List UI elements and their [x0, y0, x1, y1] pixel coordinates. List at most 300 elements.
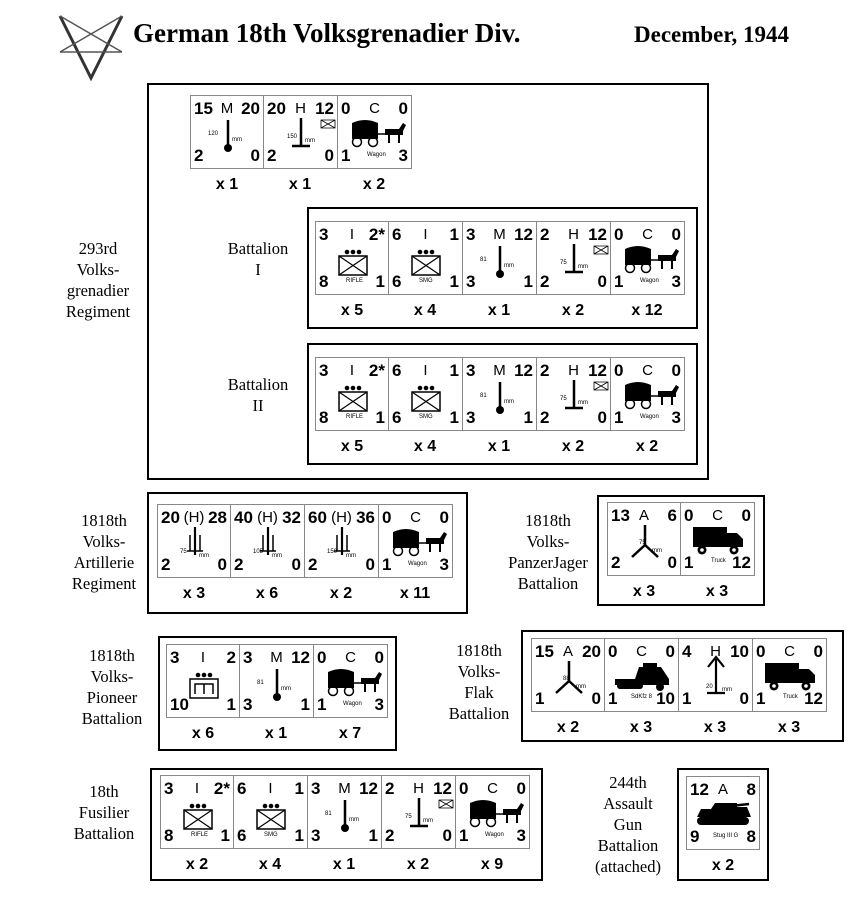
label-line: Battalion [517, 574, 579, 593]
label-line: 244th [609, 773, 647, 792]
counter-value-bl: 6 [237, 826, 247, 845]
counter-value-br: 3 [374, 695, 384, 714]
label-line: 293rd [78, 239, 118, 258]
label-line: Volks- [457, 662, 501, 681]
counter-value-tm: I [200, 649, 206, 666]
counter-value-bl: 1 [341, 146, 351, 165]
counter-value-tm: (H) [257, 509, 278, 526]
counter-caption: mm [232, 137, 242, 143]
label-line: Volks- [526, 532, 570, 551]
artillery-strip [157, 504, 453, 602]
label-line: Fusilier [78, 803, 130, 822]
assault-label [580, 772, 676, 877]
counter-value-bl: 1 [684, 553, 694, 572]
counter-caption: mm [346, 553, 356, 559]
counter-caption: 81 [480, 393, 487, 399]
unit-counter [166, 644, 240, 742]
unit-counter [463, 357, 537, 455]
counter-caption: mm [272, 553, 282, 559]
counter-value-bl: 2 [540, 408, 550, 427]
counter-value-bl: 1 [682, 689, 692, 708]
regiment-hq-strip [190, 95, 412, 193]
counter-caption: Wagon [640, 414, 659, 420]
counter-caption: RIFLE [346, 278, 364, 284]
unit-quantity: x 2 [561, 438, 585, 455]
unit-counter [234, 775, 308, 873]
unit-quantity: x 9 [480, 856, 504, 873]
counter-value-br: 3 [671, 272, 681, 291]
counter-value-bl: 2 [161, 555, 171, 574]
unit-counter [686, 776, 760, 874]
counter-value-tl: 3 [243, 648, 253, 667]
counter-value-tr: 0 [374, 648, 384, 667]
counter-value-tl: 0 [317, 648, 327, 667]
unit-counter [611, 221, 685, 319]
unit-quantity: x 3 [182, 585, 206, 602]
label-line: Battalion [227, 375, 289, 394]
counter-value-bl: 8 [319, 272, 329, 291]
counter-caption: Wagon [408, 561, 427, 567]
counter-value-tm: M [493, 226, 506, 243]
counter-value-tm: C [369, 100, 380, 117]
counter-caption: mm [199, 553, 209, 559]
counter-value-br: 1 [368, 826, 378, 845]
counter-value-tr: 32 [282, 508, 301, 527]
unit-quantity: x 1 [487, 302, 511, 319]
counter-caption: mm [281, 686, 291, 692]
battalion-2-strip [315, 357, 685, 455]
counter-value-br: 3 [671, 408, 681, 427]
counter-value-bl: 3 [311, 826, 321, 845]
battalion-1-strip [315, 221, 685, 319]
unit-counter [315, 357, 389, 455]
counter-caption: mm [504, 399, 514, 405]
counter-value-tl: 0 [608, 642, 618, 661]
counter-caption: RIFLE [191, 832, 209, 838]
label-line: Assault [603, 794, 653, 813]
counter-value-bl: 1 [614, 272, 624, 291]
counter-caption: Truck [783, 694, 798, 700]
counter-value-tl: 15 [535, 642, 554, 661]
counter-value-tm: H [568, 362, 579, 379]
counter-value-tl: 2 [540, 225, 550, 244]
counter-value-tr: 2 [226, 648, 236, 667]
counter-value-tr: 2* [368, 361, 385, 380]
counter-caption: mm [578, 264, 588, 270]
label-line: 18th [89, 782, 119, 801]
label-line: 1818th [456, 641, 502, 660]
counter-value-tm: C [487, 780, 498, 797]
label-line: II [252, 396, 264, 415]
counter-value-br: 3 [439, 555, 449, 574]
counter-value-tr: 0 [671, 225, 681, 244]
unit-quantity: x 6 [191, 725, 215, 742]
counter-value-tl: 60 [308, 508, 327, 527]
counter-value-tl: 4 [682, 642, 692, 661]
counter-value-tm: C [642, 362, 653, 379]
unit-quantity: x 4 [413, 302, 437, 319]
unit-counter [605, 638, 679, 736]
counter-value-tr: 0 [665, 642, 675, 661]
counter-value-tr: 12 [291, 648, 310, 667]
counter-caption: 75 [560, 396, 567, 402]
counter-value-tl: 20 [161, 508, 180, 527]
counter-value-tl: 2 [385, 779, 395, 798]
counter-value-br: 0 [365, 555, 375, 574]
counter-value-bl: 2 [540, 272, 550, 291]
counter-value-tm: A [638, 507, 649, 524]
counter-value-br: 1 [523, 408, 533, 427]
counter-value-tm: I [349, 226, 355, 243]
unit-counter [264, 95, 338, 193]
unit-counter [679, 638, 753, 736]
unit-quantity: x 1 [487, 438, 511, 455]
counter-caption: 75 [639, 540, 646, 546]
unit-quantity: x 2 [561, 302, 585, 319]
counter-value-tl: 2 [540, 361, 550, 380]
counter-caption: SMG [419, 278, 433, 284]
counter-value-tm: M [220, 100, 234, 117]
counter-value-bl: 8 [164, 826, 174, 845]
counter-caption: 20 [706, 684, 713, 690]
unit-quantity: x 2 [362, 176, 386, 193]
counter-value-tm: H [710, 643, 721, 660]
counter-value-bl: 8 [319, 408, 329, 427]
counter-value-tl: 3 [466, 225, 476, 244]
label-line: Volks- [82, 532, 126, 551]
label-line: Artillerie [73, 553, 135, 572]
label-line: Volks- [90, 667, 134, 686]
battalion-1-label [218, 238, 298, 280]
counter-value-tm: C [345, 649, 356, 666]
fusilier-label [60, 781, 148, 844]
counter-value-br: 0 [442, 826, 452, 845]
counter-value-tm: M [493, 362, 506, 379]
counter-value-bl: 1 [608, 689, 618, 708]
counter-value-tm: H [295, 100, 306, 117]
label-line: (attached) [595, 857, 661, 876]
counter-value-tl: 3 [164, 779, 174, 798]
counter-value-tl: 3 [466, 361, 476, 380]
unit-quantity: x 3 [629, 719, 653, 736]
counter-value-br: 12 [804, 689, 823, 708]
counter-value-br: 0 [324, 146, 334, 165]
counter-value-tl: 15 [194, 99, 213, 118]
counter-value-tl: 6 [392, 361, 402, 380]
counter-caption: 81 [257, 680, 264, 686]
counter-value-br: 0 [597, 272, 607, 291]
label-line: Volks- [76, 260, 120, 279]
unit-quantity: x 6 [255, 585, 279, 602]
unit-quantity: x 2 [185, 856, 209, 873]
unit-counter [531, 638, 605, 736]
counter-value-br: 1 [375, 272, 385, 291]
counter-value-tr: 0 [741, 506, 751, 525]
counter-caption: 75 [180, 549, 187, 555]
unit-counter [379, 504, 453, 602]
counter-value-bl: 1 [535, 689, 545, 708]
counter-value-bl: 6 [392, 272, 402, 291]
battalion-2-label [218, 374, 298, 416]
counter-value-bl: 1 [317, 695, 327, 714]
counter-value-tm: I [349, 362, 355, 379]
unit-counter [190, 95, 264, 193]
counter-value-bl: 3 [243, 695, 253, 714]
counter-value-tl: 0 [341, 99, 351, 118]
unit-counter [753, 638, 827, 736]
counter-value-bl: 3 [466, 408, 476, 427]
counter-value-tr: 12 [588, 361, 607, 380]
unit-counter [611, 357, 685, 455]
counter-caption: mm [576, 684, 586, 690]
counter-caption: 81 [480, 257, 487, 263]
pioneer-strip [166, 644, 388, 742]
counter-value-br: 1 [523, 272, 533, 291]
counter-value-br: 0 [217, 555, 227, 574]
counter-value-br: 8 [746, 827, 756, 846]
counter-value-br: 0 [250, 146, 260, 165]
counter-value-tl: 0 [614, 361, 624, 380]
counter-caption: mm [578, 400, 588, 406]
counter-caption: mm [349, 817, 359, 823]
panzerjager-label [500, 510, 596, 594]
panzerjager-strip [607, 502, 755, 600]
counter-value-tm: H [413, 780, 424, 797]
unit-counter [456, 775, 530, 873]
counter-value-tm: C [410, 509, 421, 526]
counter-caption: RIFLE [346, 414, 364, 420]
counter-value-tr: 12 [315, 99, 334, 118]
label-line: Battalion [448, 704, 510, 723]
pioneer-label [68, 645, 156, 729]
counter-caption: Stug III G [713, 833, 739, 839]
counter-caption: SdKfz 8 [631, 694, 653, 700]
counter-caption: Wagon [367, 152, 386, 158]
counter-caption: mm [305, 138, 315, 144]
label-line: Battalion [597, 836, 659, 855]
counter-value-tr: 1 [449, 361, 459, 380]
page-date: December, 1944 [634, 22, 789, 47]
counter-caption: SMG [419, 414, 433, 420]
counter-value-tm: C [712, 507, 723, 524]
artillery-label [60, 510, 148, 594]
counter-value-tl: 0 [614, 225, 624, 244]
unit-counter [315, 221, 389, 319]
counter-value-tr: 0 [439, 508, 449, 527]
flak-strip [531, 638, 827, 736]
counter-value-tm: A [717, 781, 728, 798]
unit-quantity: x 11 [399, 585, 431, 602]
counter-value-br: 10 [656, 689, 675, 708]
counter-value-br: 1 [300, 695, 310, 714]
unit-quantity: x 5 [340, 302, 364, 319]
label-line: Pioneer [86, 688, 138, 707]
unit-counter [681, 502, 755, 600]
counter-value-tl: 12 [690, 780, 709, 799]
counter-value-tl: 6 [392, 225, 402, 244]
unit-counter [338, 95, 412, 193]
counter-value-bl: 1 [614, 408, 624, 427]
unit-counter [537, 357, 611, 455]
unit-quantity: x 4 [258, 856, 282, 873]
unit-counter [308, 775, 382, 873]
unit-counter [382, 775, 456, 873]
counter-value-tr: 8 [746, 780, 756, 799]
counter-value-tm: C [642, 226, 653, 243]
counter-value-br: 1 [449, 272, 459, 291]
counter-value-bl: 2 [308, 555, 318, 574]
label-line: 1818th [525, 511, 571, 530]
label-line: Flak [464, 683, 494, 702]
counter-caption: 75 [405, 814, 412, 820]
counter-value-tl: 0 [756, 642, 766, 661]
counter-value-tm: I [423, 226, 428, 243]
label-line: 1818th [89, 646, 135, 665]
counter-value-tm: I [423, 362, 428, 379]
counter-value-tm: (H) [331, 509, 352, 526]
counter-value-br: 12 [732, 553, 751, 572]
counter-caption: SMG [264, 832, 278, 838]
counter-caption: mm [652, 548, 662, 554]
label-line: grenadier [66, 281, 130, 300]
counter-value-br: 1 [294, 826, 304, 845]
counter-value-tm: A [562, 643, 573, 660]
counter-value-tr: 20 [241, 99, 260, 118]
counter-value-tr: 1 [294, 779, 304, 798]
counter-value-tr: 12 [514, 225, 533, 244]
counter-value-tl: 20 [267, 99, 286, 118]
counter-value-tl: 3 [170, 648, 180, 667]
counter-value-bl: 3 [466, 272, 476, 291]
unit-counter [389, 221, 463, 319]
counter-value-tr: 36 [356, 508, 375, 527]
counter-value-br: 1 [226, 695, 236, 714]
label-line: 1818th [81, 511, 127, 530]
counter-value-tr: 0 [516, 779, 526, 798]
unit-counter [463, 221, 537, 319]
label-line: Regiment [65, 302, 131, 321]
label-line: Gun [613, 815, 643, 834]
counter-value-tl: 3 [319, 225, 329, 244]
counter-value-bl: 1 [756, 689, 766, 708]
counter-value-br: 1 [449, 408, 459, 427]
unit-counter [389, 357, 463, 455]
counter-value-tr: 0 [671, 361, 681, 380]
unit-counter [607, 502, 681, 600]
counter-value-tr: 6 [667, 506, 677, 525]
page-title: German 18th Volksgrenadier Div. [133, 18, 521, 48]
unit-counter [305, 504, 379, 602]
counter-value-tr: 0 [813, 642, 823, 661]
unit-quantity: x 3 [703, 719, 727, 736]
counter-value-br: 0 [591, 689, 601, 708]
counter-caption: Truck [711, 558, 726, 564]
unit-quantity: x 2 [556, 719, 580, 736]
counter-value-tm: M [270, 649, 283, 666]
unit-counter [231, 504, 305, 602]
counter-value-bl: 2 [611, 553, 621, 572]
counter-value-tl: 0 [459, 779, 469, 798]
counter-value-tm: H [568, 226, 579, 243]
counter-value-tr: 20 [582, 642, 601, 661]
counter-value-tl: 40 [234, 508, 253, 527]
counter-caption: mm [722, 687, 732, 693]
counter-value-tm: C [636, 643, 647, 660]
unit-quantity: x 4 [413, 438, 437, 455]
counter-value-br: 1 [220, 826, 230, 845]
counter-caption: mm [504, 263, 514, 269]
counter-value-bl: 2 [267, 146, 277, 165]
unit-counter [314, 644, 388, 742]
counter-value-tr: 12 [433, 779, 452, 798]
unit-counter [157, 504, 231, 602]
label-line: Regiment [71, 574, 137, 593]
unit-quantity: x 1 [332, 856, 356, 873]
counter-value-tr: 1 [449, 225, 459, 244]
counter-caption: Wagon [640, 278, 659, 284]
counter-value-br: 3 [516, 826, 526, 845]
unit-quantity: x 2 [329, 585, 353, 602]
counter-value-tm: (H) [183, 509, 205, 526]
label-line: Battalion [227, 239, 289, 258]
counter-value-bl: 6 [392, 408, 402, 427]
counter-value-tr: 12 [588, 225, 607, 244]
counter-value-bl: 1 [459, 826, 469, 845]
counter-value-tm: I [268, 780, 273, 797]
counter-value-tr: 2* [368, 225, 385, 244]
label-line: Battalion [81, 709, 143, 728]
flak-label [438, 640, 520, 724]
counter-value-tr: 28 [208, 508, 227, 527]
counter-value-br: 0 [597, 408, 607, 427]
counter-caption: Wagon [343, 701, 362, 707]
counter-value-tm: C [784, 643, 795, 660]
counter-value-tl: 0 [684, 506, 694, 525]
counter-caption: 75 [560, 260, 567, 266]
counter-value-br: 0 [291, 555, 301, 574]
unit-quantity: x 3 [705, 583, 729, 600]
unit-quantity: x 5 [340, 438, 364, 455]
unit-quantity: x 2 [711, 857, 735, 874]
counter-value-br: 1 [375, 408, 385, 427]
assault-strip [686, 776, 760, 874]
counter-value-bl: 10 [170, 695, 189, 714]
fusilier-strip [160, 775, 530, 873]
counter-value-tl: 6 [237, 779, 247, 798]
counter-value-tr: 2* [213, 779, 230, 798]
unit-quantity: x 1 [288, 176, 312, 193]
unit-quantity: x 3 [632, 583, 656, 600]
unit-counter [160, 775, 234, 873]
counter-value-tr: 12 [359, 779, 378, 798]
counter-value-bl: 2 [194, 146, 204, 165]
counter-caption: 81 [325, 811, 332, 817]
unit-counter [240, 644, 314, 742]
counter-value-br: 3 [398, 146, 408, 165]
unit-quantity: x 1 [264, 725, 288, 742]
division-logo-icon [56, 12, 126, 82]
counter-value-br: 0 [667, 553, 677, 572]
counter-value-br: 0 [739, 689, 749, 708]
unit-quantity: x 12 [631, 302, 663, 319]
counter-caption: 88 [563, 676, 570, 682]
counter-value-tr: 0 [398, 99, 408, 118]
counter-value-tm: I [194, 780, 200, 797]
counter-value-bl: 1 [382, 555, 392, 574]
unit-quantity: x 1 [215, 176, 239, 193]
unit-quantity: x 7 [338, 725, 362, 742]
regiment-293-label [58, 238, 138, 322]
